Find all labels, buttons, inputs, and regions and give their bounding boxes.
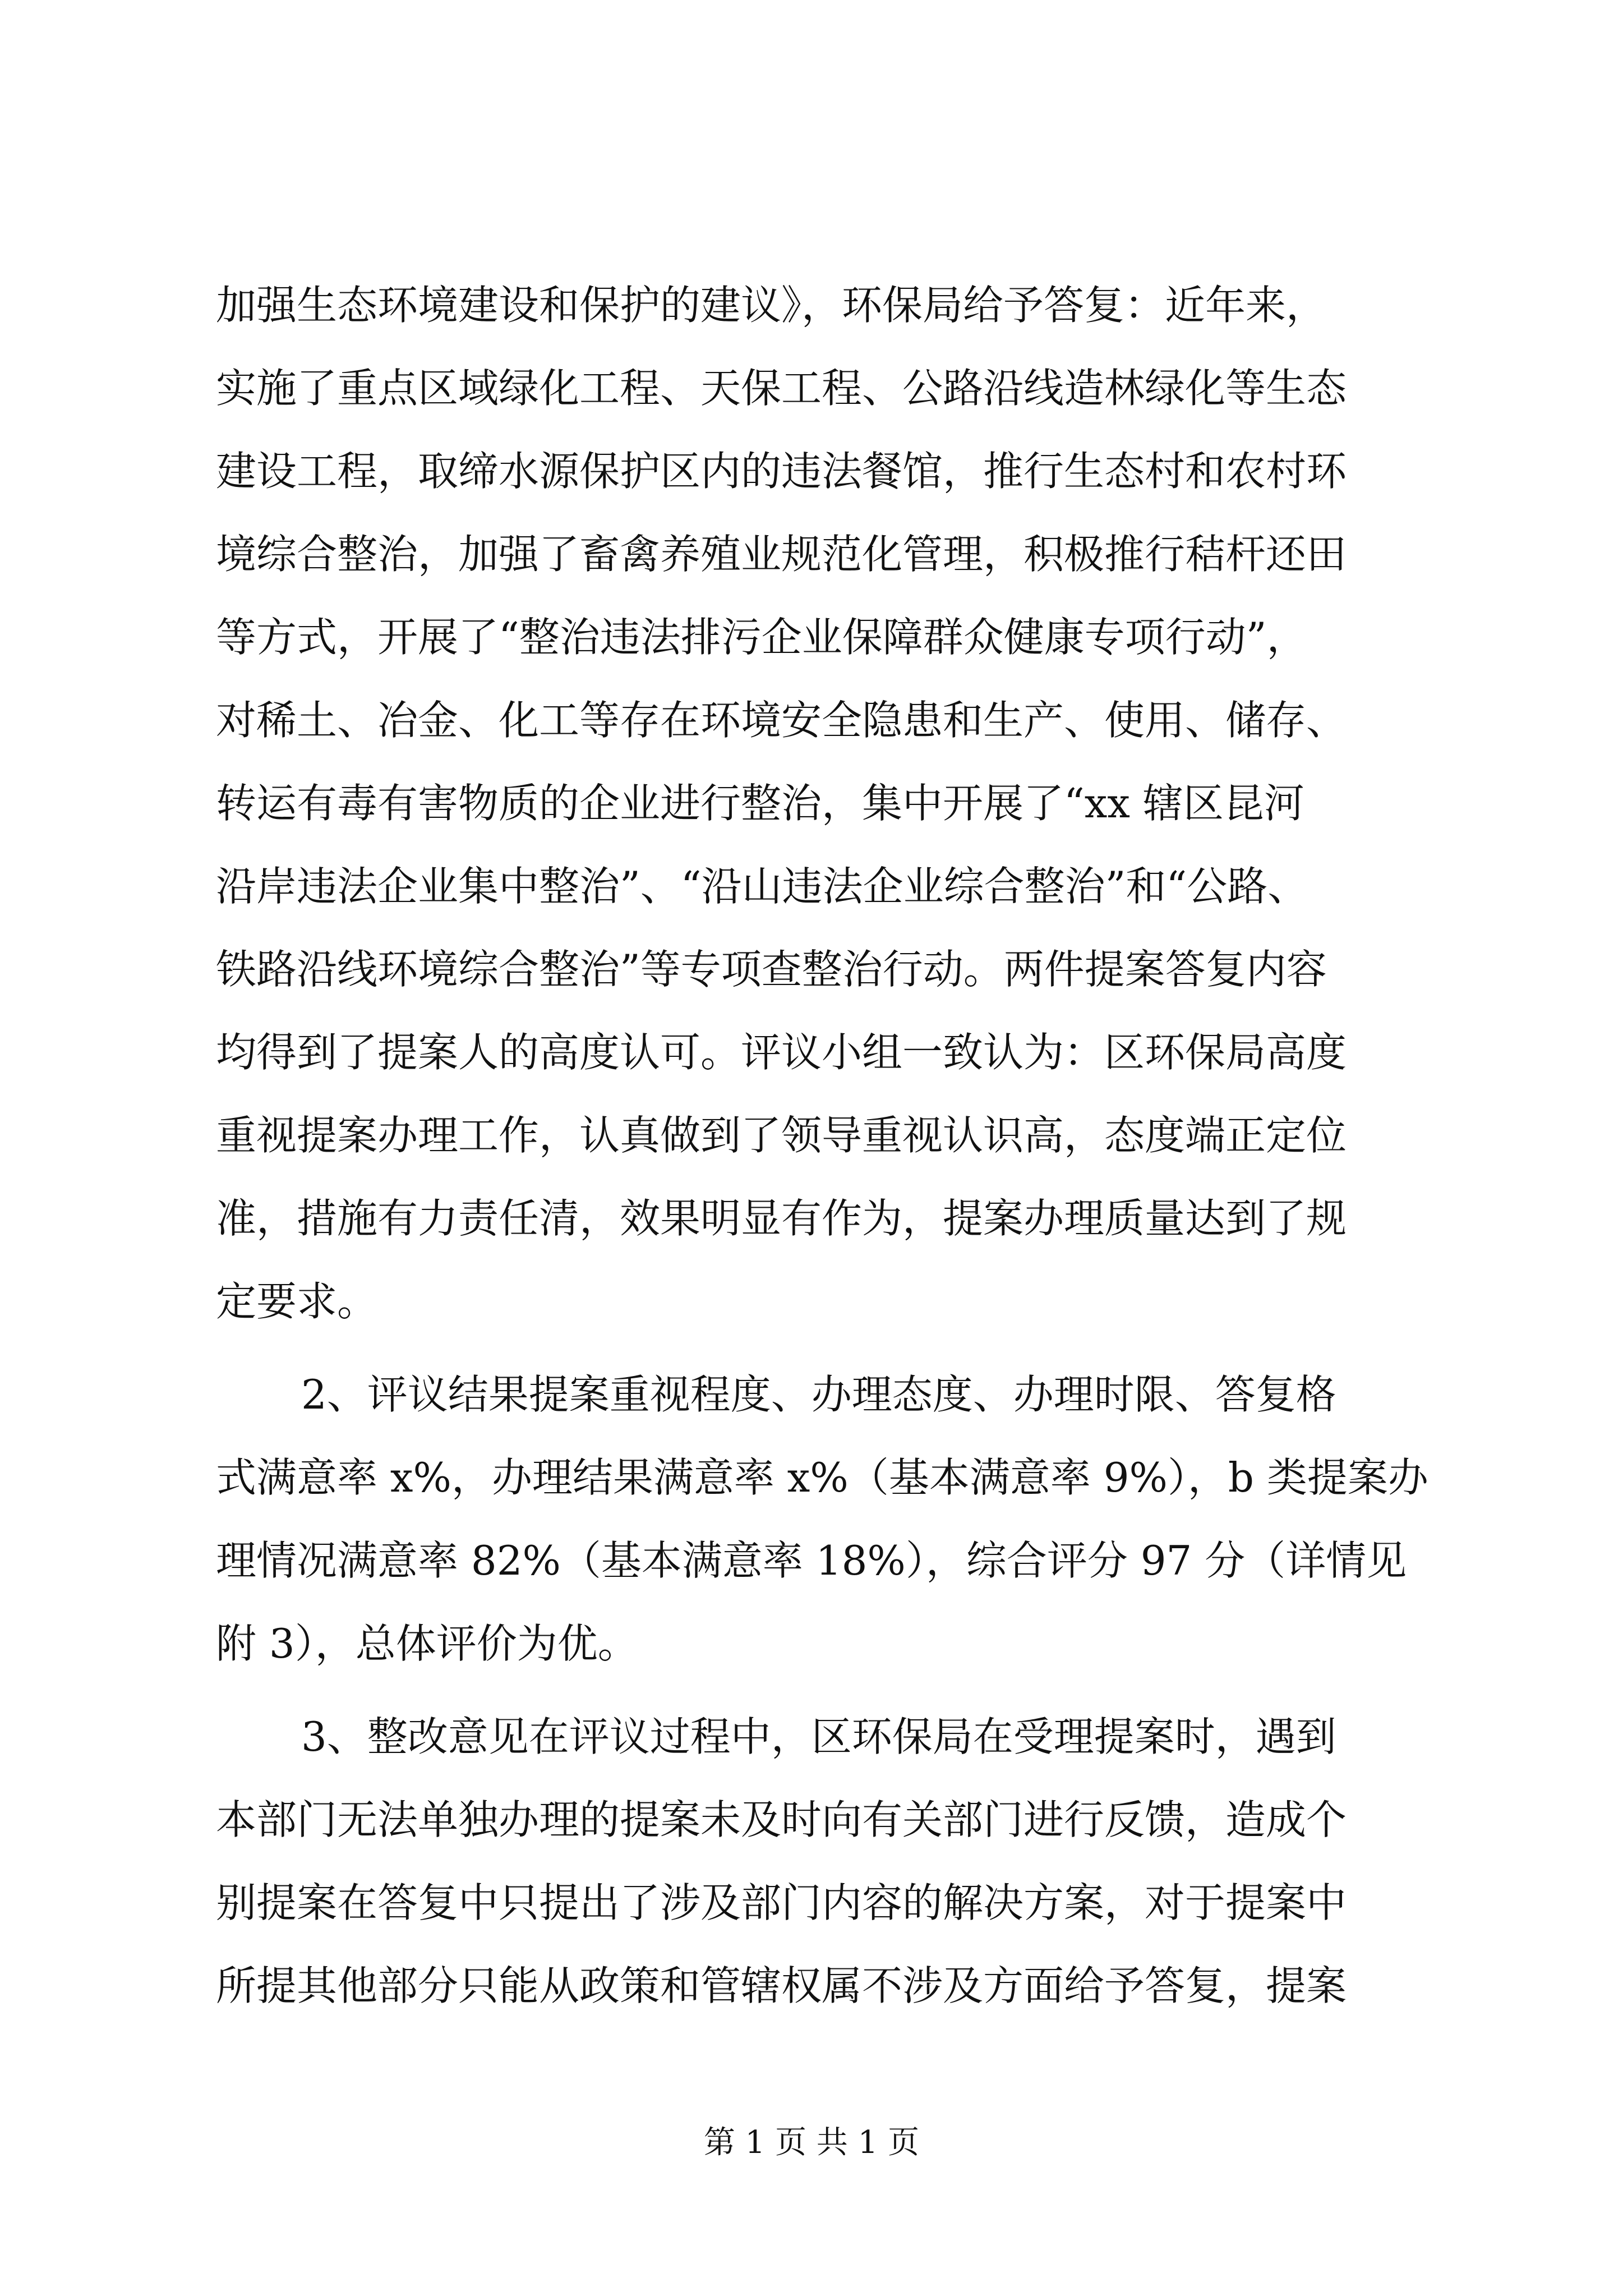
paragraph-line: 建设工程，取缔水源保护区内的违法餐馆，推行生态村和农村环 — [216, 448, 1347, 495]
paragraph-line: 对稀土、冶金、化工等存在环境安全隐患和生产、使用、储存、 — [216, 697, 1347, 744]
paragraph-line: 实施了重点区域绿化工程、天保工程、公路沿线造林绿化等生态 — [216, 365, 1347, 412]
paragraph-line: 附 3），总体评价为优。 — [216, 1620, 638, 1667]
paragraph-spacer — [216, 1685, 1416, 1695]
paragraph-line: 所提其他部分只能从政策和管辖权属不涉及方面给予答复，提案 — [216, 1962, 1347, 2009]
paragraph-spacer — [216, 1343, 1416, 1353]
paragraph-2 — [216, 1353, 1428, 1685]
paragraph-line: 等方式，开展了“整治违法排污企业保障群众健康专项行动”， — [216, 614, 1307, 661]
page-footer — [0, 2120, 1623, 2165]
document-body — [216, 264, 1428, 2027]
paragraph-line: 重视提案办理工作，认真做到了领导重视认识高，态度端正定位 — [216, 1112, 1347, 1159]
paragraph-1 — [216, 264, 1416, 1343]
paragraph-line: 别提案在答复中只提出了涉及部门内容的解决方案，对于提案中 — [216, 1879, 1347, 1926]
paragraph-line: 式满意率 x%，办理结果满意率 x%（基本满意率 9%），b 类提案办 — [216, 1454, 1428, 1501]
paragraph-line: 准，措施有力责任清，效果明显有作为，提案办理质量达到了规 — [216, 1195, 1347, 1242]
paragraph-line: 转运有毒有害物质的企业进行整治，集中开展了“xx 辖区昆河 — [216, 780, 1304, 827]
page-number-label: 第 1 页 共 1 页 — [703, 2124, 920, 2161]
paragraph-line: 定要求。 — [216, 1278, 378, 1325]
paragraph-line: 理情况满意率 82%（基本满意率 18%），综合评分 97 分（详情见 — [216, 1537, 1407, 1584]
paragraph-line: 3、整改意见在评议过程中，区环保局在受理提案时，遇到 — [301, 1713, 1336, 1760]
paragraph-line: 本部门无法单独办理的提案未及时向有关部门进行反馈，造成个 — [216, 1796, 1347, 1843]
paragraph-3 — [216, 1695, 1416, 2027]
paragraph-line: 均得到了提案人的高度认可。评议小组一致认为：区环保局高度 — [216, 1029, 1347, 1076]
paragraph-line: 铁路沿线环境综合整治”等专项查整治行动。两件提案答复内容 — [216, 946, 1327, 993]
paragraph-line: 2、评议结果提案重视程度、办理态度、办理时限、答复格 — [301, 1371, 1336, 1418]
paragraph-line: 境综合整治，加强了畜禽养殖业规范化管理，积极推行秸杆还田 — [216, 531, 1347, 578]
paragraph-line: 加强生态环境建设和保护的建议》，环保局给予答复：近年来， — [216, 282, 1327, 329]
paragraph-line: 沿岸违法企业集中整治”、“沿山违法企业综合整治”和“公路、 — [216, 863, 1308, 910]
